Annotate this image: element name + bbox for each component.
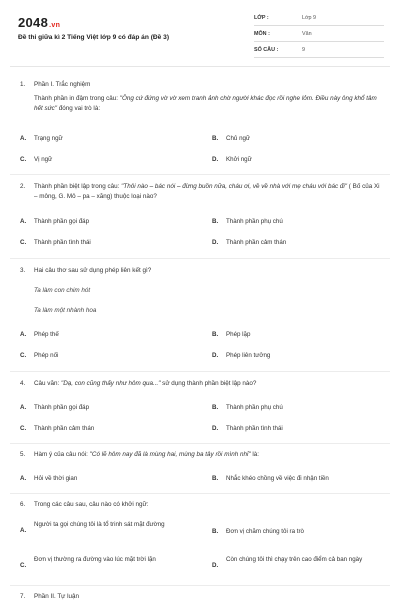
option-text: Phép liên tưởng xyxy=(226,352,271,359)
option-text: Thành phần tình thái xyxy=(34,239,91,246)
meta-value: Văn xyxy=(302,31,312,37)
option-letter: C. xyxy=(20,239,27,246)
text-quote: "Dạ, con cũng thấy như hôm qua..." xyxy=(60,380,161,387)
option-letter: D. xyxy=(212,562,219,569)
text-pre: Thành phần biệt lập trong câu: xyxy=(34,183,122,190)
question-text xyxy=(34,379,384,389)
option-text: Hỏi về thời gian xyxy=(34,475,78,482)
option-text: Phép lặp xyxy=(226,331,251,338)
option-text: Đơn vị chăm chúng tôi ra trò xyxy=(226,528,304,535)
meta-value: Lớp 9 xyxy=(302,15,317,21)
option-text: Người ta gọi chúng tôi là tổ trinh sát mặt đường xyxy=(34,521,165,528)
meta-label: SỐ CÂU : xyxy=(254,47,279,53)
option-text: Thành phần gọi đáp xyxy=(34,404,90,411)
question-text xyxy=(34,182,384,202)
question-text xyxy=(34,450,384,460)
text-quote: "Có lẽ hôm nay đã là mùng hai, mùng ba tây rồi mình nhỉ" xyxy=(89,451,251,458)
option-text: Còn chúng tôi thì chạy trên cao điểm cả ban ngày xyxy=(226,556,363,563)
option-letter: A. xyxy=(20,331,27,338)
meta-label: LỚP : xyxy=(254,15,269,21)
option-letter: A. xyxy=(20,135,27,142)
option-text: Phép thế xyxy=(34,331,59,338)
option-letter: C. xyxy=(20,352,27,359)
question-divider xyxy=(10,585,390,586)
logo-tld: .vn xyxy=(49,22,61,29)
option-letter: C. xyxy=(20,562,27,569)
option-text: Chủ ngữ xyxy=(226,135,251,142)
section-heading: Phần II. Tự luận xyxy=(34,593,80,600)
site-logo[interactable] xyxy=(18,15,60,30)
option-text: Thành phần gọi đáp xyxy=(34,218,90,225)
option-letter: A. xyxy=(20,527,27,534)
option-letter: B. xyxy=(212,404,219,411)
option-letter: B. xyxy=(212,475,219,482)
question-number: 5. xyxy=(20,451,26,458)
text-pre: Thành phần in đậm trong câu: xyxy=(34,95,120,102)
option-letter: D. xyxy=(212,239,219,246)
option-text: Thành phần phụ chú xyxy=(226,218,283,225)
question-text xyxy=(34,500,384,510)
meta-row-count xyxy=(254,44,384,58)
option-letter: D. xyxy=(212,156,219,163)
question-number: 3. xyxy=(20,267,26,274)
question-number: 6. xyxy=(20,501,26,508)
question-body xyxy=(34,80,384,90)
question-body xyxy=(34,592,384,600)
question-number: 2. xyxy=(20,183,26,190)
poem-line: Ta làm con chim hót xyxy=(34,287,91,294)
question-number: 1. xyxy=(20,81,26,88)
option-letter: B. xyxy=(212,331,219,338)
option-text: Khởi ngữ xyxy=(226,156,252,163)
meta-row-subject xyxy=(254,28,384,42)
option-letter: B. xyxy=(212,218,219,225)
meta-value: 9 xyxy=(302,47,305,53)
section-heading: Phần I. Trắc nghiệm xyxy=(34,81,91,88)
meta-row-grade xyxy=(254,12,384,26)
option-letter: B. xyxy=(212,528,219,535)
question-number: 7. xyxy=(20,593,26,600)
option-text: Thành phần phụ chú xyxy=(226,404,283,411)
question-text xyxy=(34,266,384,276)
document-title: Đề thi giữa kì 2 Tiếng Việt lớp 9 có đáp án (Đề 3) xyxy=(18,34,170,41)
option-letter: A. xyxy=(20,404,27,411)
option-text: Đơn vị thường ra đường vào lúc mặt trời lặn xyxy=(34,556,156,563)
text-pre: Hàm ý của câu nói: xyxy=(34,451,90,458)
option-letter: A. xyxy=(20,475,27,482)
poem-line: Ta làm một nhành hoa xyxy=(34,307,97,314)
text-pre: Câu văn: xyxy=(34,380,61,387)
text-quote: "Ông cứ đứng vờ vờ xem tranh ảnh chờ người khác đọc rồi nghe lỏm. Điều này ông khổ tâm hết sức" xyxy=(34,95,377,112)
option-letter: D. xyxy=(212,352,219,359)
question-number: 4. xyxy=(20,380,26,387)
option-text: Nhắc khéo chồng về việc đi nhận tiền xyxy=(226,475,329,482)
meta-info xyxy=(254,12,384,60)
option-letter: C. xyxy=(20,156,27,163)
text-post: ( Bố của Xi – mông, G. Mô – pa – xăng) thuộc loại nào? xyxy=(34,183,380,200)
option-text: Thành phần cảm thán xyxy=(226,239,287,246)
question-divider xyxy=(10,258,390,259)
meta-label: MÔN : xyxy=(254,31,270,37)
text-pre: Hai câu thơ sau sử dụng phép liên kết gì? xyxy=(34,267,152,274)
text-post: sử dụng thành phần biệt lập nào? xyxy=(160,380,257,387)
question-divider xyxy=(10,174,390,175)
option-text: Phép nối xyxy=(34,352,59,359)
option-letter: D. xyxy=(212,425,219,432)
question-divider xyxy=(10,493,390,494)
option-letter: A. xyxy=(20,218,27,225)
option-text: Thành phần cảm thán xyxy=(34,425,95,432)
text-quote: "Thôi nào – bác nói – đừng buồn nữa, cháu ơi, về về nhà với mẹ cháu với bác đi" xyxy=(121,183,348,190)
option-letter: B. xyxy=(212,135,219,142)
text-post: đóng vai trò là: xyxy=(57,104,101,112)
option-text: Trạng ngữ xyxy=(34,135,63,142)
question-divider xyxy=(10,443,390,444)
text-post: là: xyxy=(250,451,259,458)
question-text xyxy=(34,94,384,114)
option-letter: C. xyxy=(20,425,27,432)
page-header xyxy=(18,12,384,56)
header-divider xyxy=(10,66,390,67)
question-divider xyxy=(10,371,390,372)
option-text: Thành phần tình thái xyxy=(226,425,283,432)
logo-brand: 2048 xyxy=(18,15,49,30)
option-text: Vị ngữ xyxy=(34,156,53,163)
text-pre: Trong các câu sau, câu nào có khởi ngữ: xyxy=(34,501,149,508)
